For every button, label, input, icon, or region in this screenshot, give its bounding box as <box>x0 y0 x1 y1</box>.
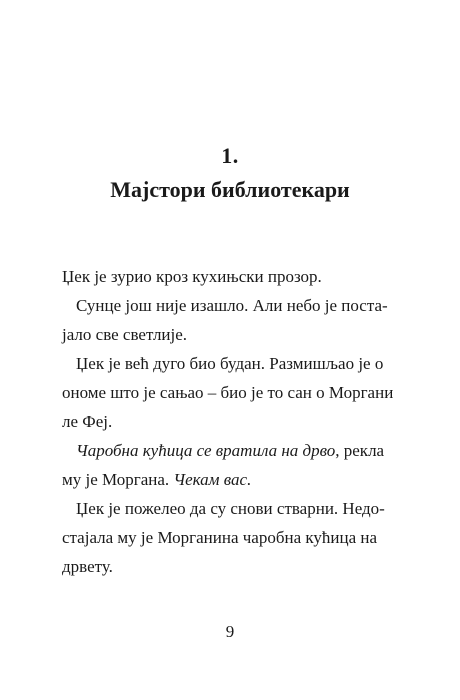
text-line: Џек је већ дуго био будан. Размишљао је о <box>76 354 384 373</box>
page-number: 9 <box>225 622 235 641</box>
text-line: Сунце још није изашло. Али небо је поста- <box>76 296 388 315</box>
text-line: ономе што је сањао – био је то сан о Моргани <box>62 383 394 402</box>
text-line: дрвету. <box>62 557 113 576</box>
text-line: Џек је зурио кроз кухињски прозор. <box>62 267 322 286</box>
text-line: јало све светлије. <box>62 325 188 344</box>
body-text <box>62 262 410 581</box>
text-line <box>62 436 410 465</box>
italic-text: Чекам вас. <box>173 470 252 489</box>
text-line: стајала му је Морганина чаробна кућица на <box>62 528 378 547</box>
text-line <box>62 465 410 494</box>
text-fragment: , рекла <box>335 441 385 460</box>
chapter-title: Мајстори библиотекари <box>110 177 350 202</box>
italic-text: Чаробна кућица се вратила на дрво <box>76 441 336 460</box>
text-fragment: му је Моргана. <box>62 470 174 489</box>
chapter-number: 1. <box>221 143 239 168</box>
text-line: Џек је пожелео да су снови стварни. Недо- <box>76 499 385 518</box>
text-line: ле Феј. <box>62 412 113 431</box>
